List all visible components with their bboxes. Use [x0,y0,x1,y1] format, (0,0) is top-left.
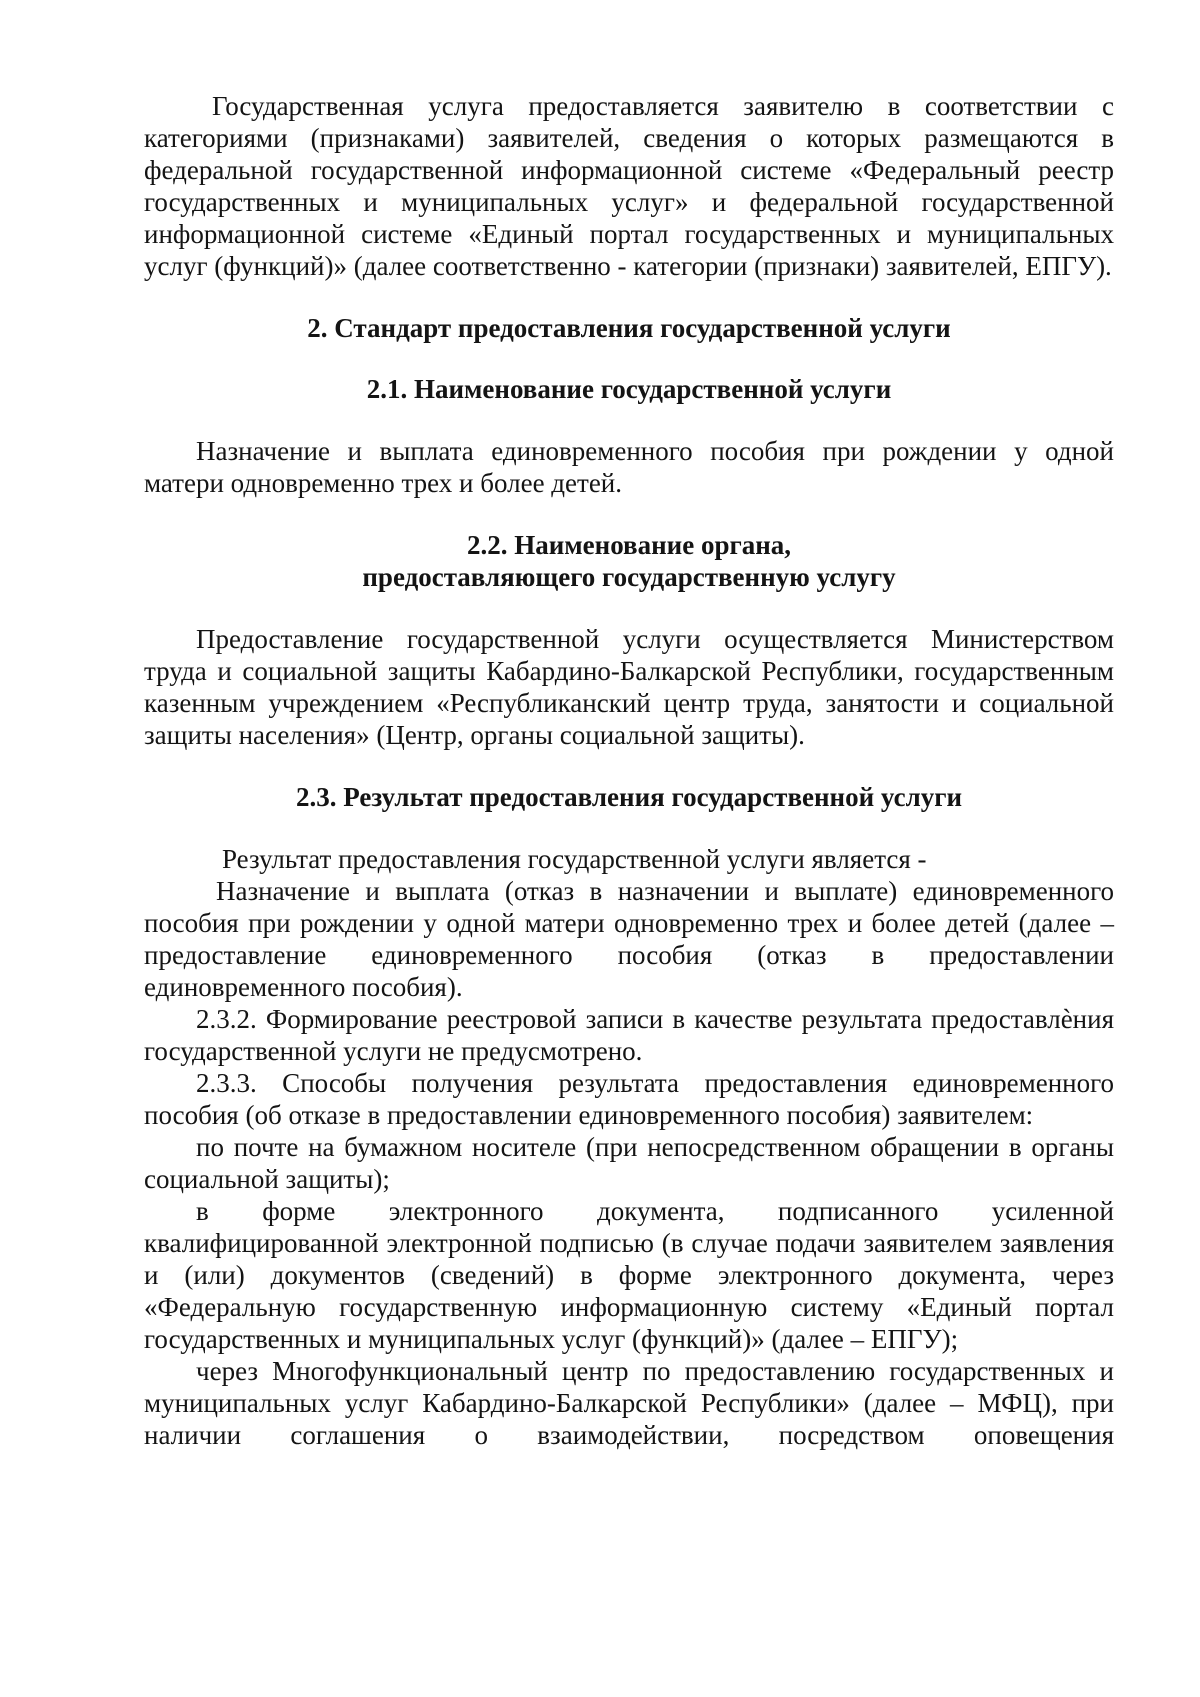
method-post-paragraph: по почте на бумажном носителе (при непосредственном обращении в органы социальной защиты); [144,1132,1114,1194]
section-2-3-result-intro: Результат предоставления государственной услуги является - [222,844,927,874]
section-2-2-title-line-1: 2.2. Наименование органа, [466,530,792,560]
section-2-3-title: 2.3. Результат предоставления государственной услуги [295,782,963,812]
intro-paragraph: Государственная услуга предоставляется заявителю в соответствии с категориями (признаками) заявителей, сведения о которых размещаются в федеральной государственной информационной системе «Федеральный реестр государственных и муниципальных услуг» и федеральной государственной информационной системе «Единый портал государственных и муниципальных услуг (функций)» (далее соответственно - категории (признаки) заявителей, ЕПГУ). [144,91,1114,281]
section-2-2-text: Предоставление государственной услуги осуществляется Министерством труда и социальной защиты Кабардино-Балкарской Республики, государственным казенным учреждением «Республиканский центр труда, занятости и социальной защиты населения» (Центр, органы социальной защиты). [144,624,1114,750]
section-2-1-text: Назначение и выплата единовременного пособия при рождении у одной матери одновременно трех и более детей. [144,436,1114,498]
method-electronic-paragraph: в форме электронного документа, подписанного усиленной квалифицированной электронной подписью (в случае подачи заявителем заявления и (или) документов (сведений) в форме электронного документа, через «Федеральную государственную информационную систему «Единый портал государственных и муниципальных услуг (функций)» (далее – ЕПГУ); [144,1196,1114,1354]
section-2-3-3-paragraph: 2.3.3. Способы получения результата предоставления единовременного пособия (об отказе в предоставлении единовременного пособия) заявителем: [144,1068,1114,1130]
section-2-2-title-line-2: предоставляющего государственную услугу [362,562,896,592]
method-mfc-paragraph: через Многофункциональный центр по предоставлению государственных и муниципальных услуг Кабардино-Балкарской Республики» (далее – МФЦ), при наличии соглашения о взаимодействии, посредством оповещения [144,1356,1114,1450]
section-2-3-2-paragraph: 2.3.2. Формирование реестровой записи в качестве результата предоставлѐния государственной услуги не предусмотрено. [144,1004,1114,1066]
section-2-1-title: 2.1. Наименование государственной услуги [366,374,892,404]
section-2-title: 2. Стандарт предоставления государственной услуги [307,313,951,343]
section-2-3-result-text: Назначение и выплата (отказ в назначении и выплате) единовременного пособия при рождении у одной матери одновременно трех и более детей (далее – предоставление единовременного пособия (отказ в предоставлении единовременного пособия). [144,876,1114,1002]
document-body [144,90,1114,1451]
